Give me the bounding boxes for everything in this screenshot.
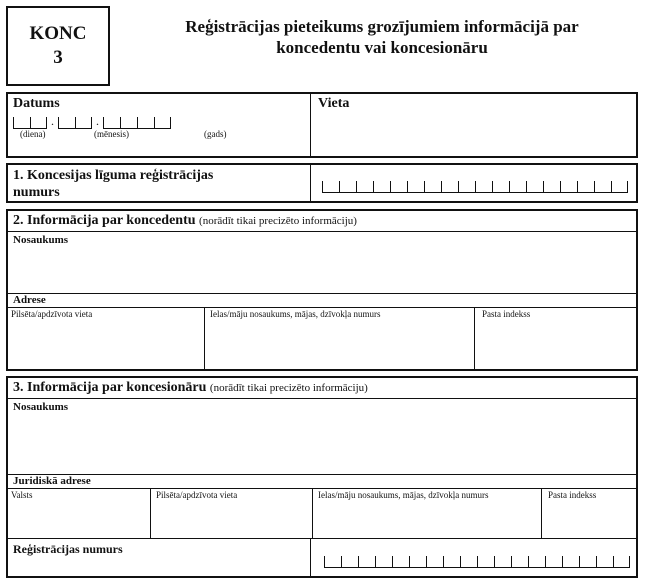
grantor-name-label: Nosaukums — [13, 234, 69, 246]
concessionaire-name-field[interactable] — [8, 402, 636, 472]
grantor-street-label: Ielas/māju nosaukums, mājas, dzīvokļa numurs — [210, 309, 381, 319]
grantor-city-label: Pilsēta/apdzīvota vieta — [11, 309, 93, 319]
concessionaire-postal-label: Pasta indekss — [548, 490, 597, 500]
concessionaire-section — [6, 376, 638, 578]
form-code-box — [6, 6, 110, 86]
date-place-box — [6, 92, 638, 158]
form-title-line2: koncedentu vai koncesionāru — [276, 38, 488, 57]
section2-title: 2. Informācija par koncedentu (norādīt tikai precizēto informāciju) — [13, 213, 357, 228]
grantor-name-field[interactable] — [8, 235, 636, 295]
contract-number-cells[interactable] — [322, 181, 628, 193]
date-input-cells[interactable]: . . — [13, 114, 171, 129]
section3-title: 3. Informācija par koncesionāru (norādīt tikai precizēto informāciju) — [13, 380, 368, 395]
form-title — [132, 16, 632, 58]
concessionaire-street-label: Ielas/māju nosaukums, mājas, dzīvokļa numurs — [318, 490, 489, 500]
contract-number-box — [6, 163, 638, 203]
legal-address-label: Juridiskā adrese — [13, 475, 91, 487]
reg-number-label: Reģistrācijas numurs — [13, 542, 123, 556]
grantor-address-label: Adrese — [13, 294, 46, 306]
form-code-line1: KONC — [29, 23, 87, 44]
concessionaire-name-label: Nosaukums — [13, 401, 69, 413]
form-code-line2: 3 — [53, 47, 63, 68]
section1-title: 1. Koncesijas līguma reģistrācijas numurs — [13, 168, 214, 200]
reg-number-cells[interactable] — [324, 556, 630, 568]
country-label: Valsts — [11, 490, 33, 500]
grantor-section — [6, 209, 638, 371]
date-label: Datums — [13, 96, 60, 111]
form-title-line1: Reģistrācijas pieteikums grozījumiem informācijā par — [185, 17, 579, 36]
grantor-postal-label: Pasta indekss — [482, 309, 531, 319]
concessionaire-city-label: Pilsēta/apdzīvota vieta — [156, 490, 238, 500]
day-hint: (diena) — [20, 129, 46, 139]
place-label: Vieta — [318, 96, 350, 111]
year-hint: (gads) — [204, 129, 227, 139]
month-hint: (mēnesis) — [94, 129, 129, 139]
